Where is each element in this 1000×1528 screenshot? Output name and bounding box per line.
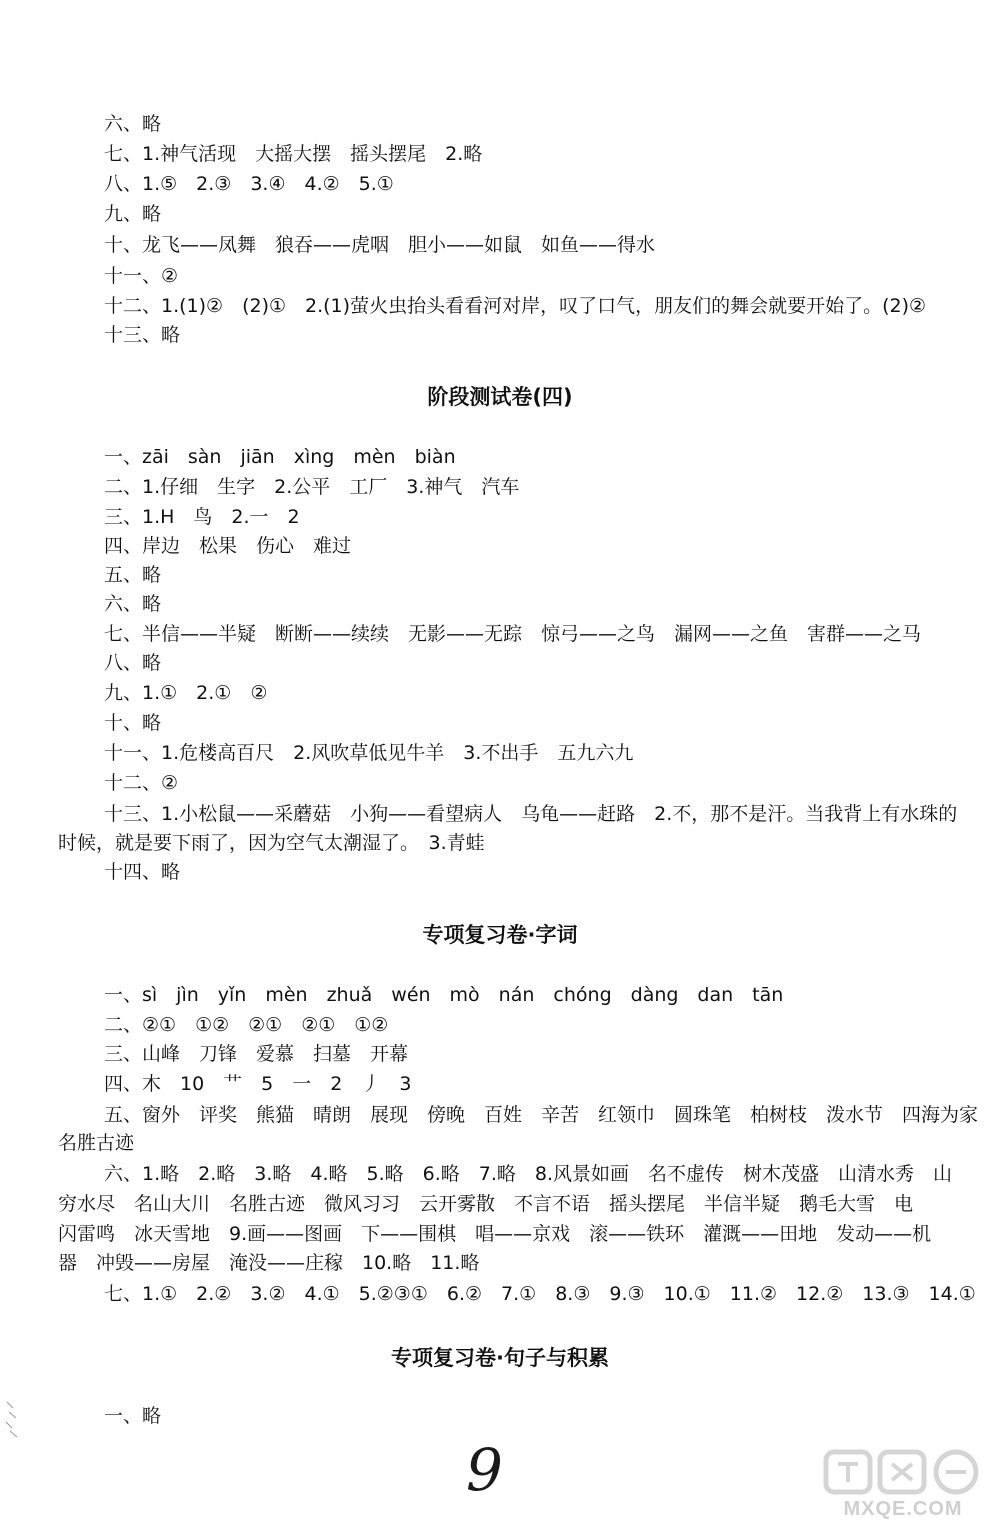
- answer-line: 十三、1.小松鼠——采蘑菇 小狗——看望病人 乌龟——赶路 2.不，那不是汗。当我背上有水珠的: [104, 803, 958, 825]
- answer-line: 六、1.略 2.略 3.略 4.略 5.略 6.略 7.略 8.风景如画 名不虚传 树木茂盛 山清水秀 山: [104, 1163, 953, 1185]
- answer-line: 十四、略: [104, 861, 181, 883]
- answer-line: 十二、②: [104, 772, 179, 794]
- answer-line: 十、略: [104, 712, 162, 734]
- answer-line: 闪雷鸣 冰天雪地 9.画——图画 下——围棋 唱——京戏 滚——铁环 灌溉——田地 发动——机: [58, 1223, 932, 1245]
- answer-line: 时候，就是要下雨了，因为空气太潮湿了。 3.青蛙: [58, 832, 485, 854]
- answer-line: 六、略: [104, 113, 162, 135]
- answer-line: 七、半信——半疑 断断——续续 无影——无踪 惊弓——之鸟 漏网——之鱼 害群——之马: [104, 623, 922, 645]
- answer-line: 二、1.仔细 生字 2.公平 工厂 3.神气 汽车: [104, 476, 520, 498]
- answer-line: 一、sì jìn yǐn mèn zhuǎ wén mò nán chóng dàng dan tān: [104, 984, 784, 1006]
- watermark-logo: [818, 1446, 988, 1522]
- section-title: 专项复习卷·字词: [422, 923, 578, 947]
- section-title: 阶段测试卷(四): [427, 385, 573, 409]
- answer-line: 六、略: [104, 593, 162, 615]
- answer-line: 三、1.H 鸟 2.一 2: [104, 506, 300, 528]
- answer-line: 名胜古迹: [58, 1132, 135, 1154]
- answer-line: 五、略: [104, 564, 162, 586]
- answer-line: 七、1.① 2.② 3.② 4.① 5.②③① 6.② 7.① 8.③ 9.③ 10.① 11.② 12.② 13.③ 14.①: [104, 1283, 976, 1305]
- watermark-text: MXQE.COM: [843, 1498, 963, 1520]
- answer-line: 九、略: [104, 203, 162, 225]
- answer-line: 四、木 10 艹 5 一 2 丿 3: [104, 1073, 412, 1095]
- answer-line: 二、②① ①② ②① ②① ①②: [104, 1014, 389, 1036]
- answer-line: 十二、1.(1)② (2)① 2.(1)萤火虫抬头看看河对岸，叹了口气，朋友们的舞会就要开始了。(2)②: [104, 295, 927, 317]
- answer-line: 一、略: [104, 1405, 162, 1427]
- answer-line: 三、山峰 刀锋 爱慕 扫墓 开幕: [104, 1043, 409, 1065]
- answer-line: 器 冲毁——房屋 淹没——庄稼 10.略 11.略: [58, 1252, 480, 1274]
- answer-line: 九、1.① 2.① ②: [104, 682, 268, 704]
- scan-edge-mark: [4, 1398, 22, 1440]
- answer-line: 八、略: [104, 652, 162, 674]
- answer-line: 四、岸边 松果 伤心 难过: [104, 535, 352, 557]
- answer-line: 五、窗外 评奖 熊猫 晴朗 展现 傍晚 百姓 辛苦 红领巾 圆珠笔 柏树枝 泼水节 四海为家: [104, 1104, 979, 1126]
- section-title: 专项复习卷·句子与积累: [391, 1346, 609, 1370]
- answer-line: 十三、略: [104, 324, 181, 346]
- answer-line: 穷水尽 名山大川 名胜古迹 微风习习 云开雾散 不言不语 摇头摆尾 半信半疑 鹅毛大雪 电: [58, 1193, 914, 1215]
- answer-line: 十一、②: [104, 265, 179, 287]
- answer-line: 一、zāi sàn jiān xìng mèn biàn: [104, 446, 456, 468]
- answer-line: 十一、1.危楼高百尺 2.风吹草低见牛羊 3.不出手 五九六九: [104, 742, 634, 764]
- answer-line: 十、龙飞——凤舞 狼吞——虎咽 胆小——如鼠 如鱼——得水: [104, 234, 656, 256]
- page-number: 9: [466, 1436, 503, 1504]
- watermark-emblem-icon: [818, 1446, 988, 1498]
- answer-line: 七、1.神气活现 大摇大摆 摇头摆尾 2.略: [104, 143, 483, 165]
- answer-line: 八、1.⑤ 2.③ 3.④ 4.② 5.①: [104, 173, 394, 195]
